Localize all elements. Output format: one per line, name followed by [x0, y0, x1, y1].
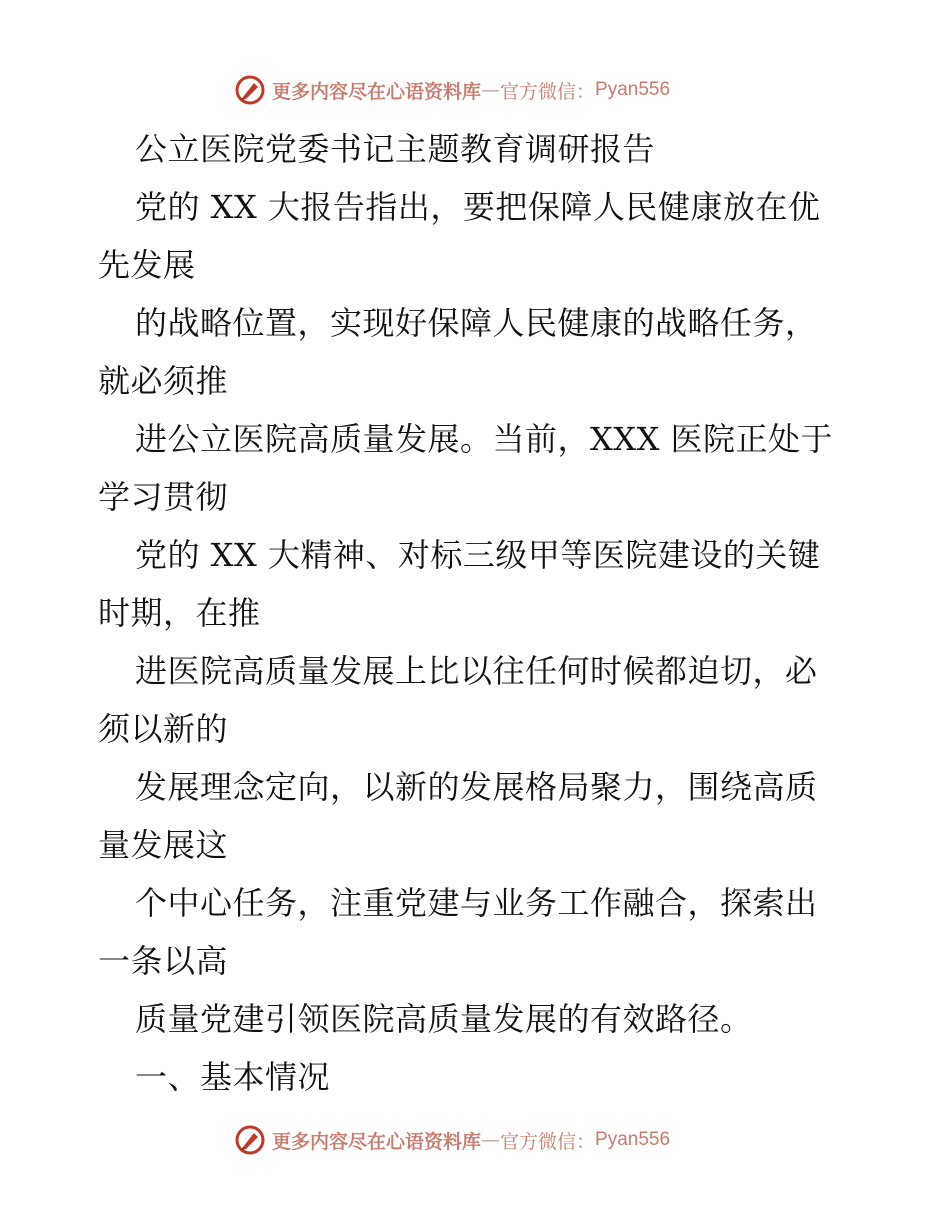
paragraph-line: 进公立医院高质量发展。当前，XXX 医院正处于 [135, 420, 834, 458]
pen-nib-logo-icon [234, 1124, 266, 1156]
paragraph-line: 先发展 [98, 246, 196, 284]
watermark-main-text: 更多内容尽在心语资料库 [272, 80, 482, 103]
paragraph-line: 个中心任务，注重党建与业务工作融合，探索出 [135, 884, 818, 922]
paragraph-line: 量发展这 [98, 826, 229, 864]
footer-watermark [234, 1123, 670, 1157]
paragraph-line: 学习贯彻 [98, 478, 229, 516]
section-heading: 一、基本情况 [135, 1058, 331, 1096]
pen-nib-logo-icon [234, 74, 266, 106]
paragraph-line: 党的 XX 大报告指出，要把保障人民健康放在优 [135, 188, 821, 226]
paragraph-line: 党的 XX 大精神、对标三级甲等医院建设的关键 [135, 536, 821, 574]
watermark-separator: — [481, 1129, 501, 1151]
paragraph-line: 一条以高 [98, 942, 229, 980]
paragraph-line: 时期，在推 [98, 594, 261, 632]
watermark-wechat-id: Pyan556 [595, 79, 671, 100]
paragraph-line: 就必须推 [98, 362, 229, 400]
header-watermark [234, 73, 670, 107]
paragraph-line: 的战略位置，实现好保障人民健康的战略任务， [135, 304, 818, 342]
paragraph-line: 发展理念定向，以新的发展格局聚力，围绕高质 [135, 768, 818, 806]
document-title: 公立医院党委书记主题教育调研报告 [135, 130, 656, 168]
watermark-separator: — [481, 79, 501, 101]
watermark-wechat-id: Pyan556 [595, 1129, 671, 1150]
paragraph-line: 须以新的 [98, 710, 229, 748]
document-body [98, 120, 868, 1106]
watermark-main-text: 更多内容尽在心语资料库 [272, 1130, 482, 1153]
watermark-wechat-label: 官方微信： [500, 1130, 596, 1153]
paragraph-line: 质量党建引领医院高质量发展的有效路径。 [135, 1000, 753, 1038]
watermark-wechat-label: 官方微信： [500, 80, 596, 103]
paragraph-line: 进医院高质量发展上比以往任何时候都迫切，必 [135, 652, 818, 690]
